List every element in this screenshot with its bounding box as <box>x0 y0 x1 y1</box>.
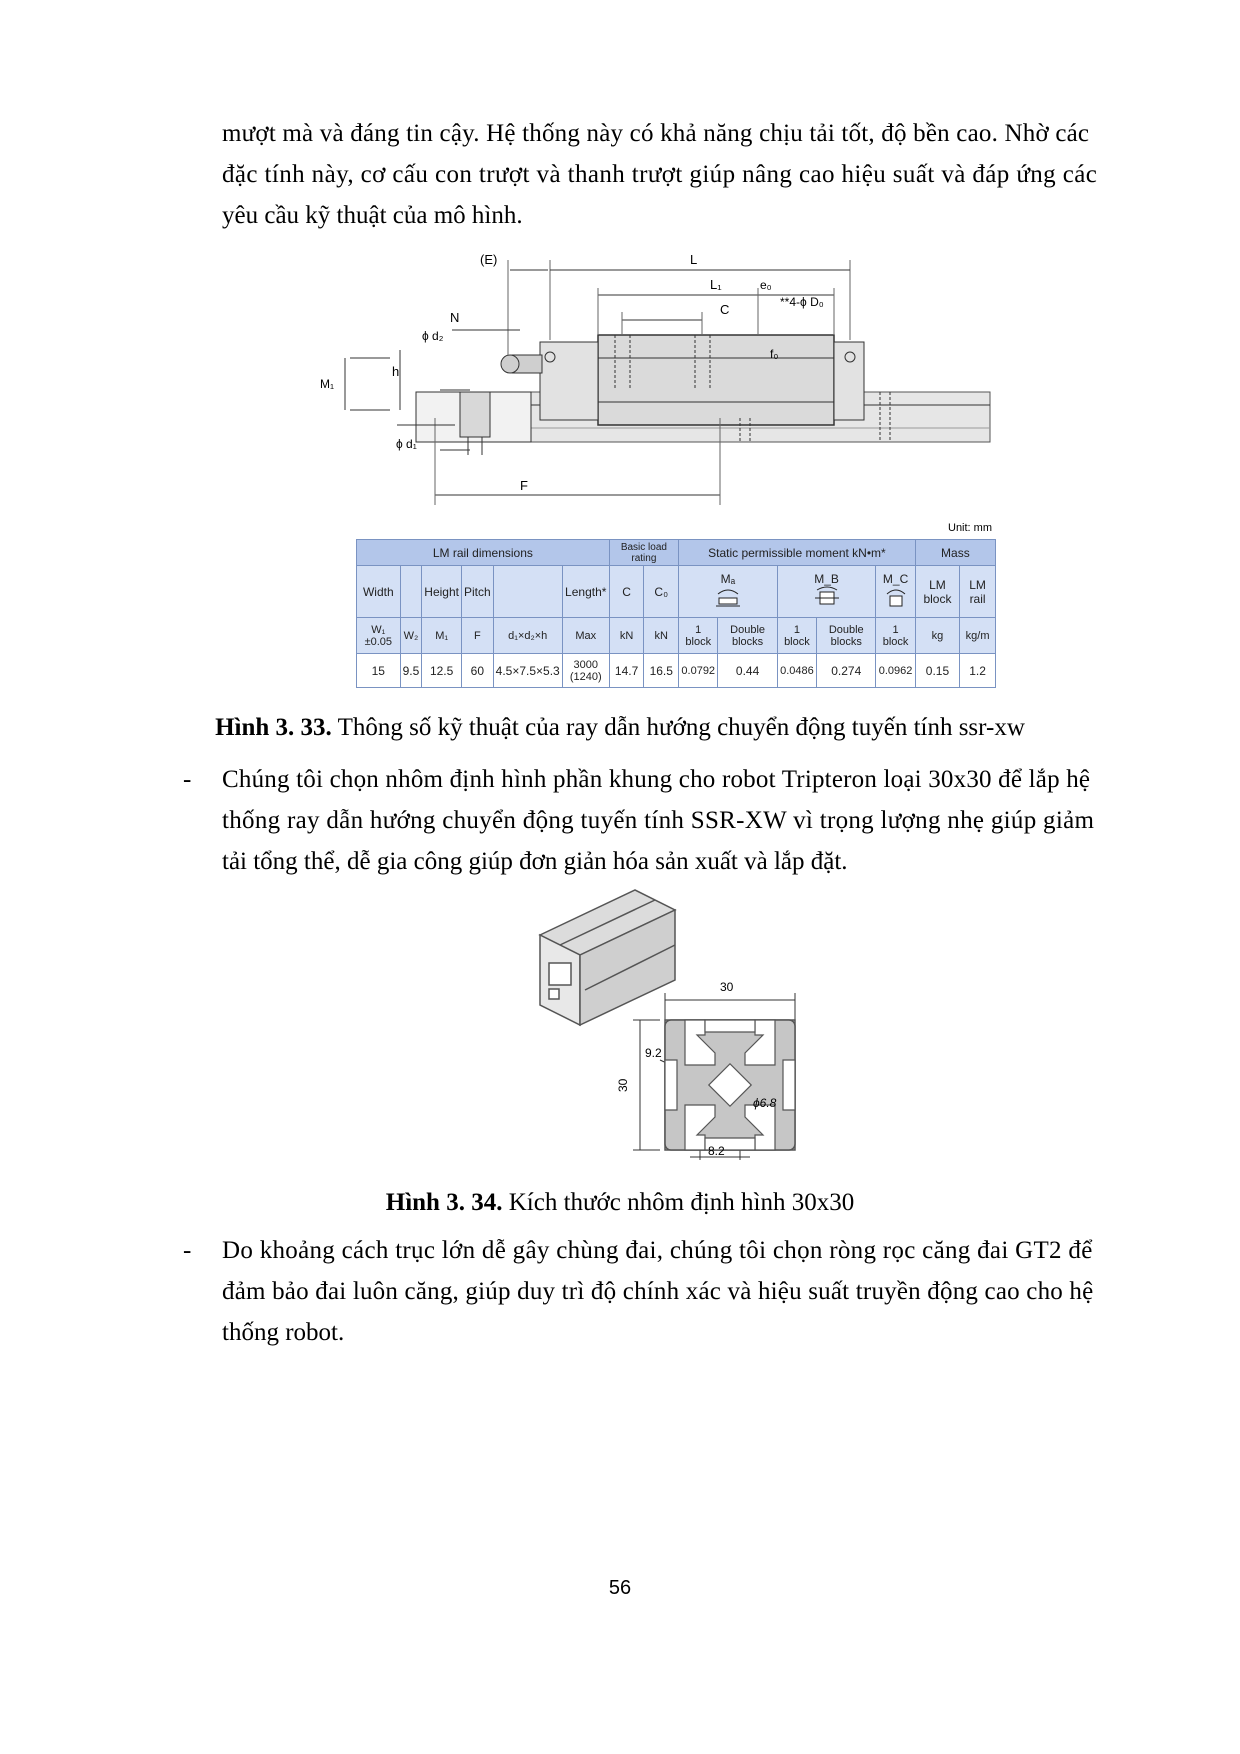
bullet1-line-2: thống ray dẫn hướng chuyển động tuyến tính SSR-XW vì trọng lượng nhẹ giúp giảm <box>222 807 1095 834</box>
intro-paragraph <box>222 113 1148 236</box>
dim-c: C <box>720 302 730 317</box>
dim-h: h <box>392 364 400 379</box>
mc-label: M_C <box>882 572 909 586</box>
moment-c-icon <box>884 586 908 608</box>
caption-label: Hình 3. 34. <box>385 1189 503 1216</box>
page-number: 56 <box>608 1577 632 1599</box>
bullet-paragraph-1 <box>222 759 1148 882</box>
table-cell: 0.15 <box>915 654 959 688</box>
dim-f: F <box>520 478 528 493</box>
sub-m1: M₁ <box>422 618 462 654</box>
dim-8-2: 8.2 <box>708 1144 725 1158</box>
intro-line-2: đặc tính này, cơ cấu con trượt và thanh trượt giúp nâng cao hiệu suất và đáp ứng các <box>222 161 1098 188</box>
caption-label: Hình 3. 33. <box>215 714 332 741</box>
group-mass: Mass <box>915 540 995 566</box>
dim-n: N <box>450 310 460 325</box>
sub-kg: kg <box>915 618 959 654</box>
table-cell: 0.0792 <box>679 654 718 688</box>
table-cell: 16.5 <box>644 654 679 688</box>
table-cell: 4.5×7.5×5.3 <box>493 654 562 688</box>
sub-ma-2: Double blocks <box>718 618 777 654</box>
bullet-paragraph-2 <box>222 1230 1148 1353</box>
table-cell: 0.274 <box>817 654 876 688</box>
table-cell: 9.5 <box>400 654 422 688</box>
dim-e: (E) <box>480 252 498 267</box>
head-mb <box>777 566 876 618</box>
sub-w1: W₁ ±0.05 <box>357 618 401 654</box>
dim-e0: e₀ <box>760 278 772 292</box>
table-cell: 0.44 <box>718 654 777 688</box>
bullet2-line-1: Do khoảng cách trục lớn dễ gây chùng đai, chúng tôi chọn ròng rọc căng đai GT2 để <box>222 1237 1093 1264</box>
spec-table <box>356 539 996 688</box>
dim-l: L <box>690 252 698 267</box>
head-lm-block: LM block <box>915 566 959 618</box>
sub-mb-1: 1 block <box>777 618 816 654</box>
figure-caption-3-33 <box>0 712 1240 744</box>
dim-holes: **4-ϕ D₀ <box>780 295 824 309</box>
table-cell: 0.0486 <box>777 654 816 688</box>
head-pitch: Pitch <box>461 566 493 618</box>
moment-a-icon <box>713 586 743 608</box>
unit-label: Unit: mm <box>948 522 992 534</box>
caption-text: Thông số kỹ thuật của ray dẫn hướng chuyển động tuyến tính ssr-xw <box>331 714 1025 741</box>
dim-9-2: 9.2 <box>645 1046 662 1060</box>
dim-height-30: 30 <box>616 1078 630 1092</box>
sub-w2: W₂ <box>400 618 422 654</box>
sub-ma-1: 1 block <box>679 618 718 654</box>
table-cell: 15 <box>357 654 401 688</box>
sub-kn-2: kN <box>644 618 679 654</box>
ma-label: Mₐ <box>720 572 736 586</box>
head-lm-rail: LM rail <box>960 566 996 618</box>
linear-guide-drawing <box>320 240 1010 520</box>
dim-d2: ϕ d₂ <box>422 329 444 343</box>
dim-d1: ϕ d₁ <box>396 437 417 451</box>
moment-b-icon <box>812 586 842 608</box>
bullet2-line-3: thống robot. <box>222 1319 345 1346</box>
head-height: Height <box>422 566 462 618</box>
sub-f: F <box>461 618 493 654</box>
sub-kn-1: kN <box>609 618 644 654</box>
sub-d1d2h: d₁×d₂×h <box>493 618 562 654</box>
table-cell: 3000 (1240) <box>562 654 609 688</box>
bullet1-line-1: Chúng tôi chọn nhôm định hình phần khung cho robot Tripteron loại 30x30 để lắp hệ <box>222 766 1091 793</box>
intro-line-1: mượt mà và đáng tin cậy. Hệ thống này có khả năng chịu tải tốt, độ bền cao. Nhờ các <box>222 120 1090 147</box>
head-c: C <box>609 566 644 618</box>
dim-width-30: 30 <box>720 980 734 994</box>
head-ma <box>679 566 778 618</box>
head-blank-2 <box>493 566 562 618</box>
bullet-dash: - <box>183 1237 192 1264</box>
dim-phi-6-8: ϕ6.8 <box>753 1096 777 1110</box>
table-cell: 60 <box>461 654 493 688</box>
group-load-rating: Basic load rating <box>609 540 678 566</box>
sub-mc-1: 1 block <box>876 618 915 654</box>
aluminium-profile-drawing <box>525 885 855 1170</box>
mb-label: M_B <box>814 572 839 586</box>
figure-caption-3-34 <box>0 1187 1240 1219</box>
bullet2-line-2: đảm bảo đai luôn căng, giúp duy trì độ chính xác và hiệu suất truyền động cao cho hệ <box>222 1278 1094 1305</box>
sub-kgm: kg/m <box>960 618 996 654</box>
head-width: Width <box>357 566 401 618</box>
caption-text: Kích thước nhôm định hình 30x30 <box>502 1189 855 1216</box>
bullet1-line-3: tải tổng thể, dễ gia công giúp đơn giản hóa sản xuất và lắp đặt. <box>222 848 848 875</box>
table-cell: 12.5 <box>422 654 462 688</box>
dim-m1: M₁ <box>320 377 335 391</box>
head-mc <box>876 566 915 618</box>
bullet-dash: - <box>183 766 192 793</box>
head-c0: C₀ <box>644 566 679 618</box>
intro-line-3: yêu cầu kỹ thuật của mô hình. <box>222 202 523 229</box>
sub-max: Max <box>562 618 609 654</box>
table-cell: 14.7 <box>609 654 644 688</box>
head-length: Length* <box>562 566 609 618</box>
table-cell: 1.2 <box>960 654 996 688</box>
dim-l1: L₁ <box>710 277 722 292</box>
dim-f0: f₀ <box>770 347 779 361</box>
head-blank <box>400 566 422 618</box>
group-rail-dimensions: LM rail dimensions <box>357 540 610 566</box>
group-moment: Static permissible moment kN•m* <box>679 540 916 566</box>
sub-mb-2: Double blocks <box>817 618 876 654</box>
table-cell: 0.0962 <box>876 654 915 688</box>
